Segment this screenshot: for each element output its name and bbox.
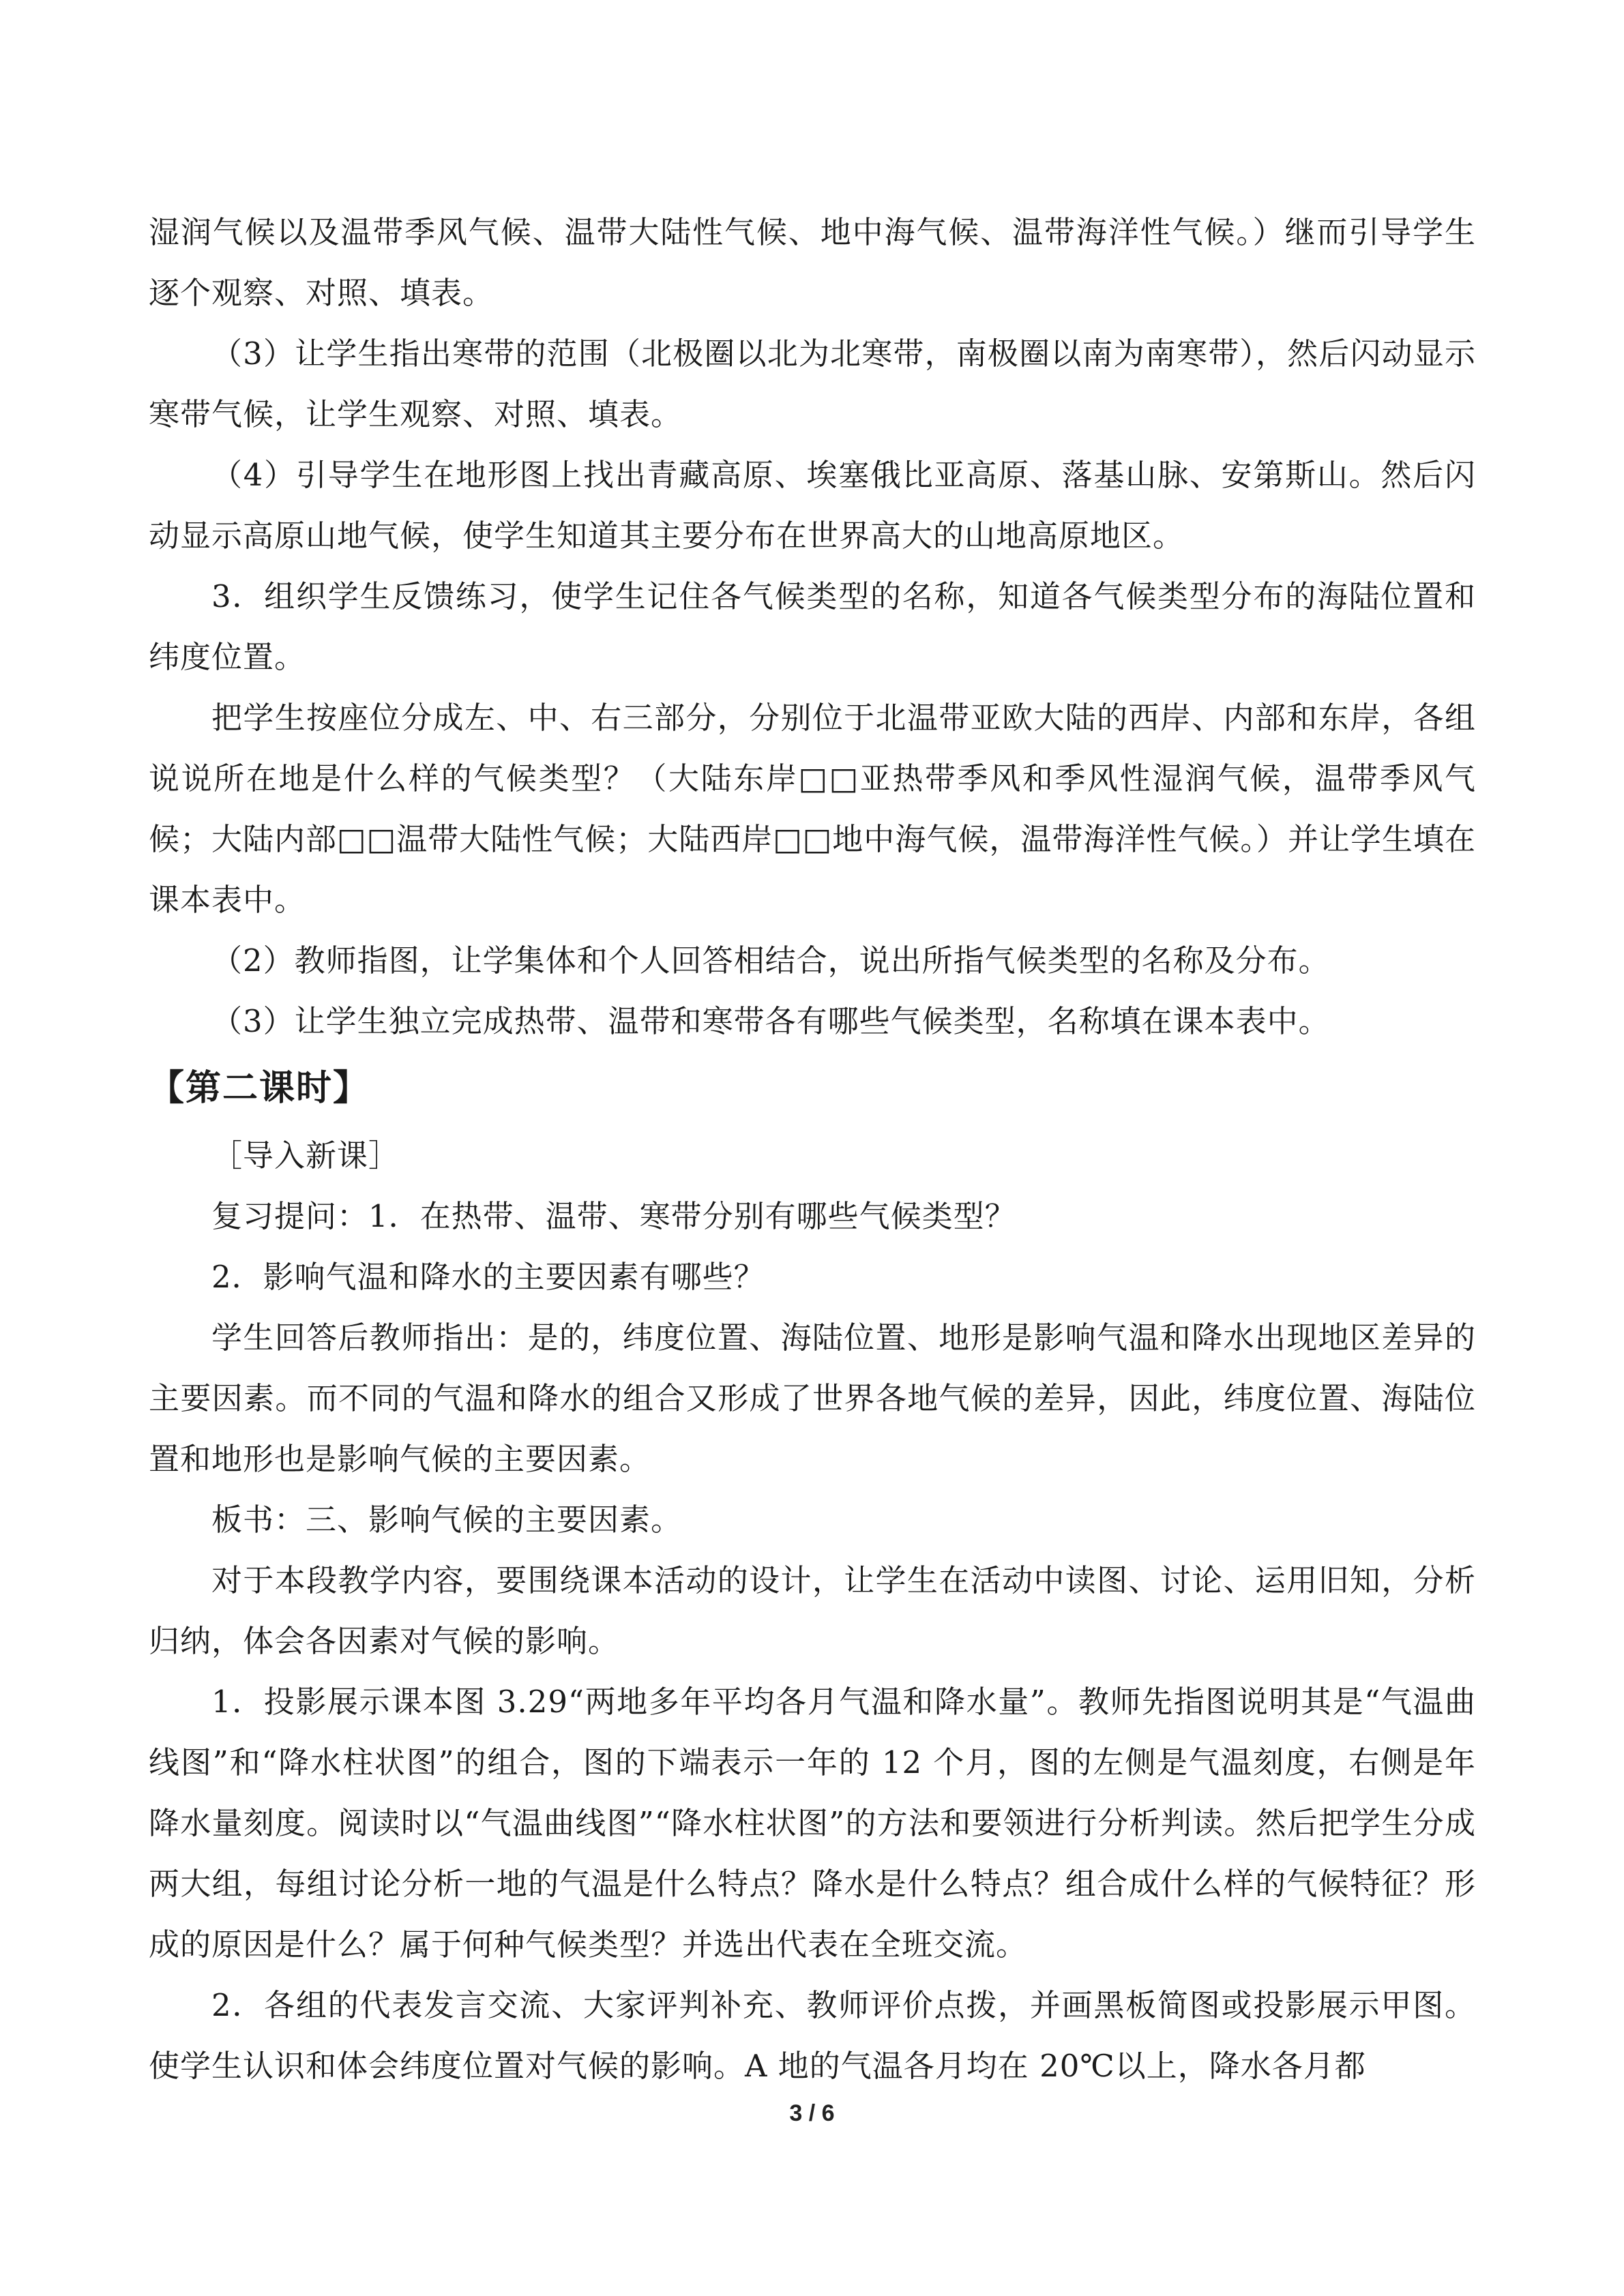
paragraph-step-4-highland: （4）引导学生在地形图上找出青藏高原、埃塞俄比亚高原、落基山脉、安第斯山。然后闪动显示高原山地气候，使学生知道其主要分布在世界高大的山地高原地区。 [149, 457, 1476, 554]
paragraph-teacher-explains: 学生回答后教师指出：是的，纬度位置、海陆位置、地形是影响气温和降水出现地区差异的主要因素。而不同的气温和降水的组合又形成了世界各地气候的差异，因此，纬度位置、海陆位置和地形也是影响气候的主要因素。 [149, 1320, 1476, 1477]
paragraph-teaching-approach: 对于本段教学内容，要围绕课本活动的设计，让学生在活动中读图、讨论、运用旧知，分析归纳，体会各因素对气候的影响。 [149, 1562, 1476, 1659]
paragraph-step-3-cold-zone: （3）让学生指出寒带的范围（北极圈以北为北寒带，南极圈以南为南寒带），然后闪动显示寒带气候，让学生观察、对照、填表。 [149, 336, 1476, 432]
page-number: 3 / 6 [789, 2100, 835, 2126]
paragraph-independent-work: （3）让学生独立完成热带、温带和寒带各有哪些气候类型，名称填在课本表中。 [211, 1003, 1330, 1039]
paragraph-group-exchange: 2．各组的代表发言交流、大家评判补充、教师评价点拨，并画黑板简图或投影展示甲图。使学生认识和体会纬度位置对气候的影响。A 地的气温各月均在 20℃以上，降水各月都 [149, 1987, 1476, 2084]
paragraph-continuation: 湿润气候以及温带季风气候、温带大陆性气候、地中海气候、温带海洋性气候。）继而引导学生逐个观察、对照、填表。 [149, 214, 1476, 311]
section-heading: 【第二课时】 [149, 1068, 370, 1109]
paragraph-teacher-points: （2）教师指图，让学集体和个人回答相结合，说出所指气候类型的名称及分布。 [211, 942, 1330, 979]
paragraph-board-writing: 板书：三、影响气候的主要因素。 [211, 1502, 683, 1538]
paragraph-feedback-practice: 3．组织学生反馈练习，使学生记住各气候类型的名称，知道各气候类型分布的海陆位置和纬度位置。 [149, 578, 1476, 675]
section-label: ［导入新课］ [211, 1137, 400, 1174]
document-body [149, 202, 1476, 2096]
review-question-1: 复习提问：1．在热带、温带、寒带分别有哪些气候类型？ [211, 1198, 1016, 1234]
paragraph-projection-figure: 1．投影展示课本图 3.29“两地多年平均各月气温和降水量”。教师先指图说明其是“气温曲线图”和“降水柱状图”的组合，图的下端表示一年的 12 个月，图的左侧是气温刻度，右侧是年降水量刻度。阅读时以“气温曲线图”“降水柱状图”的方法和要领进行分析判读。然后把学生分成两大组，每组讨论分析一地的气温是什么特点？降水是什么特点？组合成什么样的气候特征？形成的原因是什么？属于何种气候类型？并选出代表在全班交流。 [149, 1684, 1476, 1963]
paragraph-seat-groups: 把学生按座位分成左、中、右三部分，分别位于北温带亚欧大陆的西岸、内部和东岸，各组说说所在地是什么样的气候类型？（大陆东岸□□亚热带季风和季风性湿润气候，温带季风气候；大陆内部□□温带大陆性气候；大陆西岸□□地中海气候，温带海洋性气候。）并让学生填在课本表中。 [149, 700, 1476, 918]
review-question-2: 2．影响气温和降水的主要因素有哪些？ [211, 1259, 765, 1295]
